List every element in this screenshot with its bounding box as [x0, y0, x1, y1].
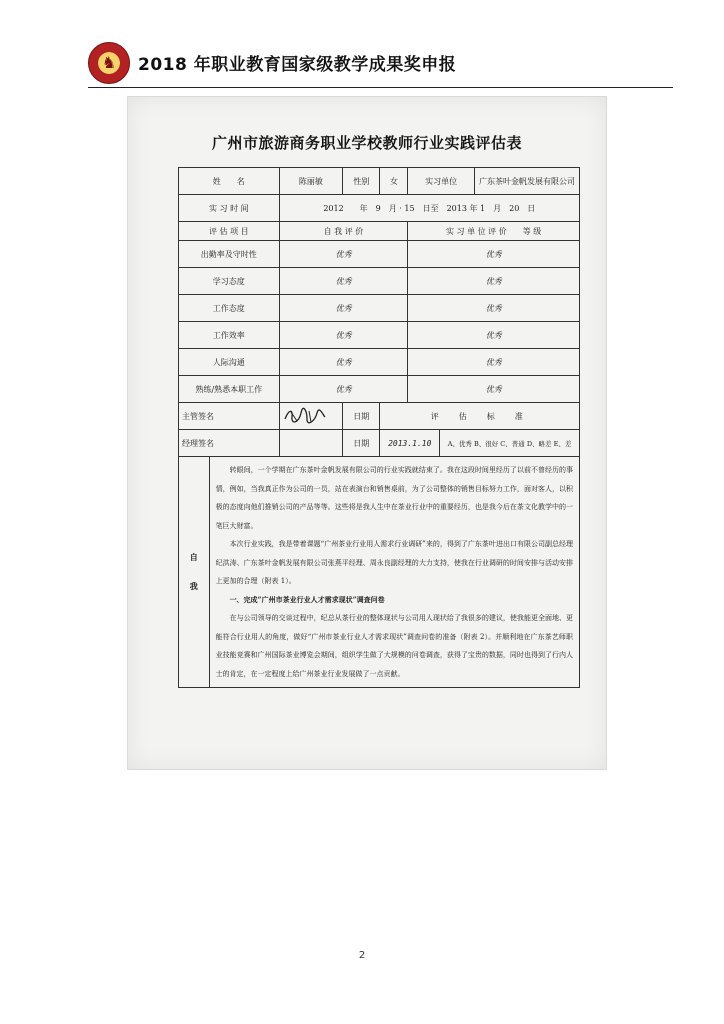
table-row: [179, 268, 580, 295]
manager-date-value: 2013.1.10: [380, 430, 440, 457]
supervisor-label: 主管签名: [179, 403, 280, 430]
manager-date-label: 日期: [343, 430, 380, 457]
table-row: [179, 376, 580, 403]
award-logo-icon: ♞: [88, 42, 130, 84]
table-row: [179, 322, 580, 349]
unit-eval-cell: 优秀: [408, 295, 580, 322]
side-char: 自: [189, 552, 198, 562]
table-row: [179, 295, 580, 322]
table-row: [179, 195, 580, 222]
supervisor-signature: [279, 403, 343, 430]
header-title: 2018 年职业教育国家级教学成果奖申报: [138, 55, 457, 75]
self-review-text: [209, 457, 579, 688]
scanned-form: [127, 96, 607, 770]
table-row: [179, 403, 580, 430]
paragraph: 本次行业实践，我是带着课题“广州茶业行业用人需求行业调研”来的，得到了广东茶叶进出口有限公司副总经理纪洪涛、广东茶叶金帆发展有限公司张燕平经理、周永良副经理的大力支持，使我在行业调研的时间安排与活动安排上更加的合理（附表 1）。: [215, 540, 573, 585]
item-cell: 出勤率及守时性: [179, 241, 280, 268]
time-label: 实 习 时 间: [179, 195, 280, 222]
gender-value: 女: [380, 168, 408, 195]
item-cell: 学习态度: [179, 268, 280, 295]
unit-eval-cell: 优秀: [408, 376, 580, 403]
unit-eval-cell: 优秀: [408, 241, 580, 268]
unit-label: 实习单位: [408, 168, 475, 195]
unit-value: 广东茶叶金帆发展有限公司: [474, 168, 579, 195]
self-eval-cell: 优秀: [279, 268, 408, 295]
table-row: [179, 349, 580, 376]
self-eval-cell: 优秀: [279, 322, 408, 349]
item-cell: 人际沟通: [179, 349, 280, 376]
page-header: [88, 38, 673, 88]
item-header: 评 估 项 目: [179, 222, 280, 241]
section-heading: 一、完成“广州市茶业行业人才需求现状”调查问卷: [229, 594, 385, 604]
grade-standard: A、优秀 B、很好 C、普通 D、略差 E、差: [440, 430, 580, 457]
evaluation-table: [178, 167, 580, 688]
self-review-side-label: [179, 457, 210, 688]
unit-eval-cell: 优秀: [408, 268, 580, 295]
name-value: 陈丽敏: [279, 168, 343, 195]
self-eval-header: 自 我 评 价: [279, 222, 408, 241]
unit-eval-cell: 优秀: [408, 349, 580, 376]
self-eval-cell: 优秀: [279, 376, 408, 403]
table-row: [179, 241, 580, 268]
handwritten-signature-icon: [283, 407, 327, 425]
name-label: 姓 名: [179, 168, 280, 195]
table-row: [179, 430, 580, 457]
time-value: 2012 年 9 月 · 15 日至 2013 年 1 月 20 日: [279, 195, 579, 222]
self-eval-cell: 优秀: [279, 295, 408, 322]
unit-eval-header: 实 习 单 位 评 价 等 级: [408, 222, 580, 241]
paragraph: 转眼间，一个学期在广东茶叶金帆发展有限公司的行业实践就结束了。我在这段时间里经历了以前不曾经历的事情，例如，当我真正作为公司的一员，站在表演台和销售桌前，为了公司整体的销售目标努力工作，面对客人，以积极的态度向他们推销公司的产品等等。这些将是我人生中在茶业行业中的重要经历，也是我今后在茶文化教学中的一笔巨大财富。: [215, 466, 573, 530]
paragraph: 在与公司领导的交谈过程中，纪总从茶行业的整体现状与公司用人现状给了我很多的建议，使我能更全面地、更能符合行业用人的角度，做好“广州市茶业行业人才需求现状”调查问卷的准备（附表 2）。并顺利地在广东茶艺师职业技能竞赛和广州国际茶业博览会期间，组织学生做了大规模的问卷调查，获得了宝贵的数据，同时也得到了行内人士的肯定，在一定程度上给广州茶业行业发展做了一点贡献。: [215, 614, 573, 678]
self-eval-cell: 优秀: [279, 349, 408, 376]
item-cell: 熟练/熟悉本职工作: [179, 376, 280, 403]
table-row: [179, 168, 580, 195]
standard-label: 评 估 标 准: [380, 403, 580, 430]
unit-eval-cell: 优秀: [408, 322, 580, 349]
item-cell: 工作态度: [179, 295, 280, 322]
date-label: 日期: [343, 403, 380, 430]
table-row: [179, 222, 580, 241]
gender-label: 性别: [343, 168, 380, 195]
self-eval-cell: 优秀: [279, 241, 408, 268]
page-number: 2: [358, 950, 366, 961]
side-char: 我: [189, 581, 198, 591]
form-title: 广州市旅游商务职业学校教师行业实践评估表: [211, 134, 522, 152]
item-cell: 工作效率: [179, 322, 280, 349]
table-row: [179, 457, 580, 688]
manager-label: 经理签名: [179, 430, 280, 457]
header-divider: [88, 87, 673, 88]
manager-signature: [279, 430, 343, 457]
